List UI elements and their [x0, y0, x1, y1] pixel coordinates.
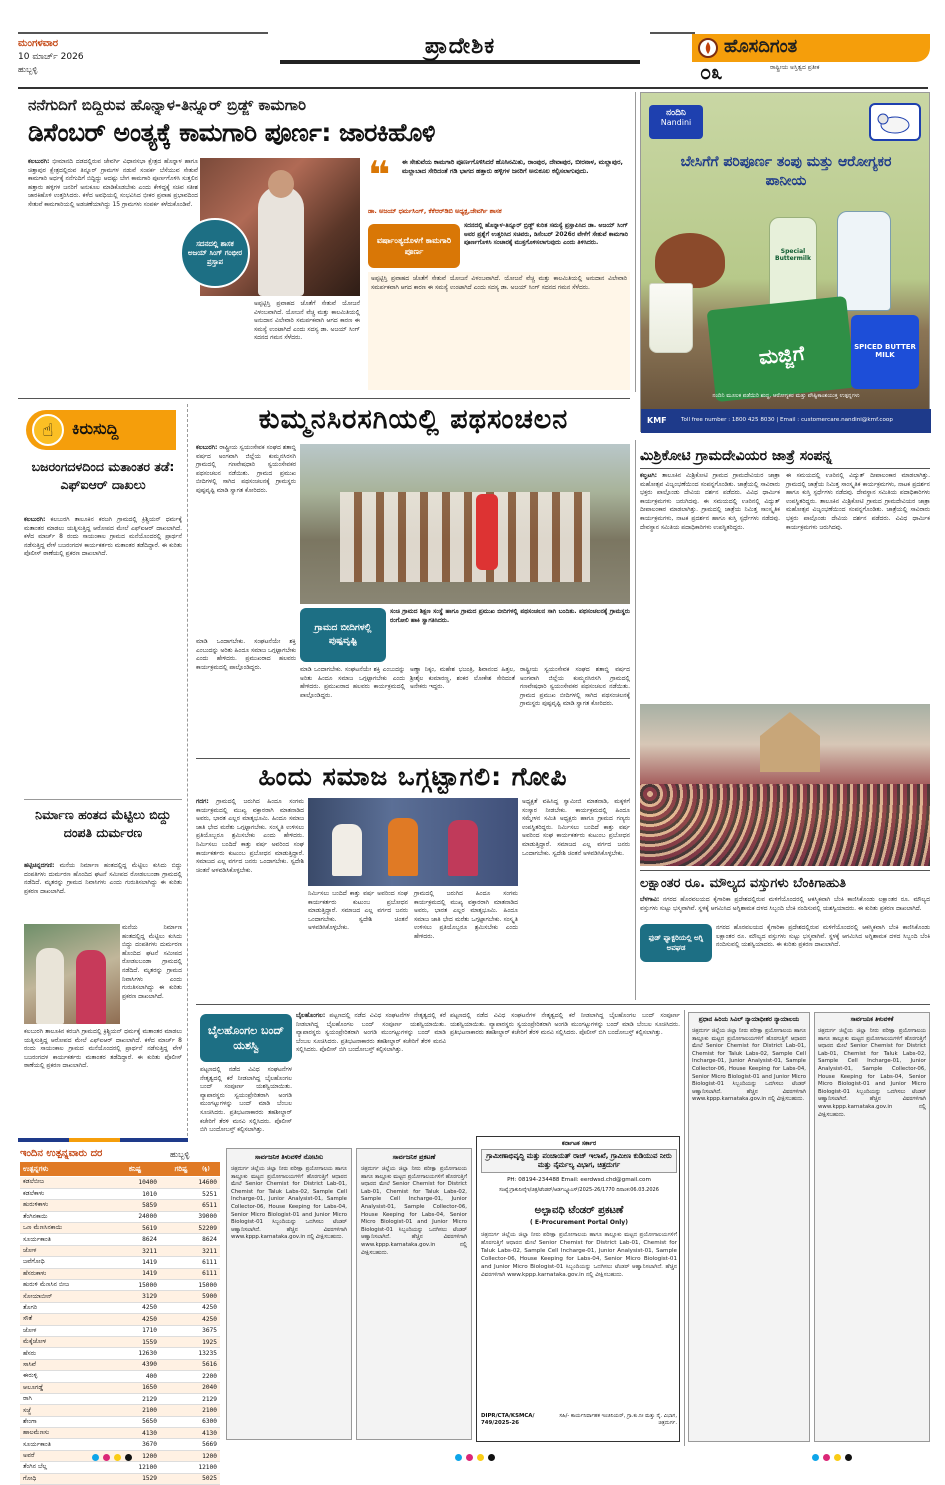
ad-kmf-label: KMF [647, 416, 667, 425]
ad-cow-logo [869, 103, 921, 141]
lead-quote-author: ಡಾ. ಅಜಯ್ ಧರ್ಮಸಿಂಗ್, ಕೆಕೆಆರ್‌ಡಿಬಿ ಅಧ್ಯಕ್ಷ,ಜೇವರ್ಗಿ ಶಾಸಕ [368, 207, 502, 215]
rates-cell-min: 5859 [110, 1200, 160, 1211]
notice-public-right-text: ಚಿತ್ರದುರ್ಗ ಜಿಲ್ಲೆಯ ಜಿಲ್ಲಾ ನೀರು ಪರೀಕ್ಷಾ ಪ್ರಯೋಗಾಲಯ ಹಾಗೂ ತಾಲ್ಲೂಕು ಮಟ್ಟದ ಪ್ರಯೋಗಾಲಯಗಳಿಗೆ ಹೊರಗುತ್ತಿಗೆ ಆಧಾರದ ಮೇಲೆ Senior Chemist for District Lab-01, Chemist for Taluk Labs-02, Sample Cell Incharge-01, Junior Analysist-01, Sample Collector-06, House Keeping for Labs-04, Senior Micro Biologist-01 and Junior Micro Biologist-01 ಸಿಬ್ಬಂದಿಯನ್ನು ಒದಗಿಸಲು ಟೆಂಡರ್ ಆಹ್ವಾನಿಸಲಾಗಿದೆ. ಹೆಚ್ಚಿನ ವಿವರಗಳಿಗಾಗಿ www.kppp.karnataka.gov.in ನಲ್ಲಿ ವೀಕ್ಷಿಸಬಹುದು. [818, 1028, 926, 1118]
reg-magenta [103, 1454, 110, 1461]
rates-cell-min: 1419 [110, 1257, 160, 1268]
brief2-title: ನಿರ್ಮಾಣ ಹಂತದ ಮೆಟ್ಟಿಲು ಬಿದ್ದು ದಂಪತಿ ದುರ್ಮರಣ [35, 807, 171, 840]
rates-cell-max: 4250 [160, 1314, 220, 1325]
story3-col2-more: ತಾಲೂಕಿನ ಮಿಶ್ರಿಕೋಟಿ ಗ್ರಾಮದ ಗ್ರಾಮದೇವಿಯರ ಜಾತ್ರಾ ಮಹೋತ್ಸವ ವಿಜೃಂಭಣೆಯಿಂದ ಸಂಪನ್ನಗೊಂಡಿತು. ಜಾತ್ರೆಯಲ್ಲಿ ಸಾವಿರಾರು ಭಕ್ತರು ಪಾಲ್ಗೊಂಡು ದೇವಿಯ ದರ್ಶನ ಪಡೆದರು. ವಿವಿಧ ಧಾರ್ಮಿಕ ಕಾರ್ಯಕ್ರಮಗಳು ಜರುಗಿದವು. [786, 497, 930, 531]
rates-cell-min: 12100 [110, 1462, 160, 1473]
rates-cell-min: 3670 [110, 1439, 160, 1450]
section-banner [280, 34, 640, 64]
tender-notice [476, 1136, 680, 1442]
lead-photo-badge-text: ಸದನದಲ್ಲಿ ಶಾಸಕ ಅಜಯ್ ಸಿಂಗ್ ಗಂಭೀರ ಪ್ರಸ್ತಾಪ [187, 239, 243, 266]
ad-brand-english: Nandini [660, 118, 692, 127]
story2-badge-body: ಸಂಚಿ ಗ್ರಾಮದ ಶಿಕ್ಷಣ ಸಂಸ್ಥೆ ಹಾಗೂ ಗ್ರಾಮದ ಪ್ರಮುಖ ಬೀದಿಗಳಲ್ಲಿ ಪಥಸಂಚಲನ ಸಾಗಿ ಬಂದಿತು. ಪಥಸಂಚಲನಕ್ಕೆ ಗ್ರಾಮಸ್ಥರು ರಂಗೋಲಿ ಹಾಕಿ ಸ್ವಾಗತಿಸಿದರು. [390, 608, 630, 624]
rates-cell-name: ಹಾಲಮೆಣಸು [20, 1428, 110, 1439]
logo-sub: ರಾಷ್ಟ್ರೀಯ ಅಸ್ತಿತ್ವದ ಪ್ರತೀಕ [770, 64, 820, 71]
ad-footer: ನಂದಿನಿ ಮೂಲಕ ಪಡೆಯಿರಿ ಶುದ್ಧ, ಆರೋಗ್ಯಕರ ಮತ್ತು ಪೌಷ್ಟಿಕಾಂಶಯುಕ್ತ ಉತ್ಪನ್ನಗಳು [712, 393, 860, 399]
reg-black-2 [488, 1454, 495, 1461]
story3-col2-text: ಈ ಸಮಯದಲ್ಲಿ ಊರಿನಲ್ಲಿ ವಿದ್ಯುತ್ ದೀಪಾಲಂಕಾರ ಮಾಡಲಾಗಿತ್ತು. ಗ್ರಾಮದಲ್ಲಿ ಜಾತ್ರೆಯ ನಿಮಿತ್ತ ಸಾಂಸ್ಕೃತಿಕ ಕಾರ್ಯಕ್ರಮಗಳು, ನಾಟಕ ಪ್ರದರ್ಶನ ಹಾಗೂ ಕುಸ್ತಿ ಸ್ಪರ್ಧೆಗಳು ನಡೆದವು. ದೇವಸ್ಥಾನ ಸಮಿತಿಯ ಪದಾಧಿಕಾರಿಗಳು ಉಪಸ್ಥಿತರಿದ್ದರು. [786, 472, 930, 505]
rates-cell-name: ಜವೆಗೋಧಿ [20, 1257, 110, 1268]
section-title: ಪ್ರಾದೇಶಿಕ [424, 34, 496, 59]
story4-top-rule [196, 758, 630, 759]
rates-cell-max: 12100 [160, 1462, 220, 1473]
ad-glass [649, 283, 693, 353]
rates-cell-name: ಮೆಕ್ಕೆಜೋಳ [20, 1336, 110, 1347]
brief1-text: ಕಲಬುರಗಿ ತಾಲೂಕಿನ ಕರಜಗಿ ಗ್ರಾಮದಲ್ಲಿ ಕ್ರಿಶ್ಚಿಯನ್ ಧರ್ಮಕ್ಕೆ ಮತಾಂತರ ಮಾಡಲು ಯತ್ನಿಸುತ್ತಿದ್ದ ಆರೋಪದ ಮೇಲೆ ಎಫ್‌ಐಆರ್ ದಾಖಲಾಗಿದೆ. ಕಳೆದ ಮಾರ್ಚ್ 8 ರಂದು ಸಾಯಂಕಾಲ ಗ್ರಾಮದ ಮನೆಯೊಂದರಲ್ಲಿ ಪ್ರಾರ್ಥನೆ ನಡೆಸುತ್ತಿದ್ದ ವೇಳೆ ಬಜರಂಗದಳ ಕಾರ್ಯಕರ್ತರು ಮತಾಂತರ ತಡೆದಿದ್ದಾರೆ. ಈ ಕುರಿತು ಪೊಲೀಸ್ ಠಾಣೆಯಲ್ಲಿ ಪ್ರಕರಣ ದಾಖಲಾಗಿದೆ. [24, 516, 182, 558]
rates-table-wrap [20, 1177, 220, 1485]
rates-cell-min: 1650 [110, 1382, 160, 1393]
story6-badge-text: ಬೈಲಹೊಂಗಲ ಬಂದ್ ಯಶಸ್ವಿ [207, 1024, 285, 1052]
date-label: 10 ಮಾರ್ಚ್ 2026 [18, 52, 84, 62]
rates-cell-min: 1419 [110, 1268, 160, 1279]
story4-col4-text: ಅಧ್ಯಕ್ಷತೆ ವಹಿಸಿದ್ದ ಸ್ವಾಮೀಜಿ ಮಾತನಾಡಿ, ಮಕ್ಕಳಿಗೆ ಸಂಸ್ಕಾರ ನೀಡಬೇಕು. ಕಾರ್ಯಕ್ರಮದಲ್ಲಿ ಹಿಂದೂ ಸಮ್ಮೇಳನ ಸಮಿತಿ ಅಧ್ಯಕ್ಷರು ಹಾಗೂ ಗ್ರಾಮದ ಗಣ್ಯರು ಉಪಸ್ಥಿತರಿದ್ದರು. [522, 798, 630, 831]
notice-2-text: ಚಿತ್ರದುರ್ಗ ಜಿಲ್ಲೆಯ ಜಿಲ್ಲಾ ನೀರು ಪರೀಕ್ಷಾ ಪ್ರಯೋಗಾಲಯ ಹಾಗೂ ತಾಲ್ಲೂಕು ಮಟ್ಟದ ಪ್ರಯೋಗಾಲಯಗಳಿಗೆ ಹೊರಗುತ್ತಿಗೆ ಆಧಾರದ ಮೇಲೆ Senior Chemist for District Lab-01, Chemist for Taluk Labs-02, Sample Cell Incharge-01, Junior Analysist-01, Sample Collector-06, House Keeping for Labs-04, Senior Micro Biologist-01 and Junior Micro Biologist-01 ಸಿಬ್ಬಂದಿಯನ್ನು ಒದಗಿಸಲು ಟೆಂಡರ್ ಆಹ್ವಾನಿಸಲಾಗಿದೆ. ಹೆಚ್ಚಿನ ವಿವರಗಳಿಗಾಗಿ www.kppp.karnataka.gov.in ನಲ್ಲಿ ವೀಕ್ಷಿಸಬಹುದು. [361, 1166, 467, 1256]
rates-row [20, 1348, 220, 1359]
rates-cell-max: 4130 [160, 1428, 220, 1439]
rates-cell-min: 5619 [110, 1223, 160, 1234]
rates-cell-max: 5900 [160, 1291, 220, 1302]
story4-photo-p3 [448, 820, 478, 876]
briefs-column [18, 404, 188, 1136]
lead-quote-icon: ❝ [368, 153, 391, 197]
story6-col2: ಪಟ್ಟಣದಲ್ಲಿ ನಡೆದ ವಿವಿಧ ಸಂಘಟನೆಗಳ ನೇತೃತ್ವದಲ್ಲಿ ಕರೆ ನೀಡಲಾಗಿದ್ದ ಬೈಲಹೊಂಗಲ ಬಂದ್ ಸಂಪೂರ್ಣ ಯಶಸ್ವಿಯಾಯಿತು. ವ್ಯಾಪಾರಸ್ಥರು ಸ್ವಯಂಪ್ರೇರಿತರಾಗಿ ಅಂಗಡಿ ಮುಂಗಟ್ಟುಗಳನ್ನು ಬಂದ್ ಮಾಡಿ ಬೆಂಬಲ ಸೂಚಿಸಿದರು. ಪ್ರತಿಭಟನಾಕಾರರು ತಹಶೀಲ್ದಾರ್ ಕಚೇರಿಗೆ ತೆರಳಿ ಮನವಿ ಸಲ್ಲಿಸಿದರು. ಪೊಲೀಸ್ ಬಿಗಿ ಬಂದೋಬಸ್ತ್ ಕಲ್ಪಿಸಲಾಗಿತ್ತು. [450, 1012, 680, 1037]
brief1-title: ಬಜರಂಗದಳದಿಂದ ಮತಾಂತರ ತಡೆ: ಎಫ್‌ಐಆರ್ ದಾಖಲು [31, 459, 175, 492]
rates-row [20, 1245, 220, 1256]
rates-row [20, 1314, 220, 1325]
lead-sub-text: ಸದನದಲ್ಲಿ ಹೊನ್ನಾಳ-ತಿನ್ನೂರ್ ಬ್ರಿಡ್ಜ್ ಕುರಿತ ಸಮಸ್ಯೆ ಪ್ರಸ್ತಾಪಿಸಿದ ಡಾ. ಅಜಯ್ ಸಿಂಗ್ ಅವರ ಪ್ರಶ್ನೆಗೆ ಉತ್ತರಿಸಿದ ಸಚಿವರು, ಡಿಸೆಂಬರ್ 2026ರ ವೇಳೆಗೆ ಸೇತುವೆ ಕಾಮಗಾರಿ ಪೂರ್ಣಗೊಳಿಸಿ ಸಂಚಾರಕ್ಕೆ ಮುಕ್ತಗೊಳಿಸಲಾಗುವುದು ಎಂದು ತಿಳಿಸಿದರು. [464, 222, 628, 247]
location-label: ಹುಬ್ಬಳ್ಳಿ [18, 65, 38, 74]
rates-cell-min: 4390 [110, 1359, 160, 1370]
lead-col3: ಅಪ್ಪಟ್ಟಿಸ್ತಿ ಪ್ರವಾಹದ ಜೊತೆಗೆ ಸೇತುವೆ ಯೋಜನೆ ವಿಳಂಬವಾಗಿದೆ. ಯೋಜನೆ ವೆಚ್ಚ ಮತ್ತು ಕಾಲಮಿತಿಯಲ್ಲಿ ಅನುದಾನ ವಿಲೇವಾರಿ ಸಮರ್ಪಕವಾಗಿ ಆಗದ ಕಾರಣ ಈ ಸಮಸ್ಯೆ ಉಂಟಾಗಿದೆ ಎಂದು ಸದಸ್ಯ ಡಾ. ಅಜಯ್ ಸಿಂಗ್ ಸದನದ ಗಮನ ಸೆಳೆದರು. [368, 272, 630, 390]
story4-col2: ನಿರ್ಮಿಸಲು ಬಂದಿದೆ ಕಾತ್ತು ವರ್ಷ ಅವರಿಂದ ಸಂಘ ಕಾರ್ಯಕರ್ತರು ಕುಟುಂಬ ಪ್ರಬೋಧನ ಮಾಡುತ್ತಿದ್ದಾರೆ. ಸಮಾಜದ ಎಲ್ಲ ವರ್ಗದ ಜನರು ಒಂದಾಗಬೇಕು. ಸ್ವದೇಶಿ ಚಿಂತನೆ ಅಳವಡಿಸಿಕೊಳ್ಳಬೇಕು. [308, 890, 408, 932]
rates-cell-min: 1710 [110, 1325, 160, 1336]
rates-cell-name: ಕಡಲೆಬೀಜ [20, 1177, 110, 1188]
story4-col4-more: ನಿರ್ಮಿಸಲು ಬಂದಿದೆ ಕಾತ್ತು ವರ್ಷ ಅವರಿಂದ ಸಂಘ ಕಾರ್ಯಕರ್ತರು ಕುಟುಂಬ ಪ್ರಬೋಧನ ಮಾಡುತ್ತಿದ್ದಾರೆ. ಸಮಾಜದ ಎಲ್ಲ ವರ್ಗದ ಜನರು ಒಂದಾಗಬೇಕು. ಸ್ವದೇಶಿ ಚಿಂತನೆ ಅಳವಡಿಸಿಕೊಳ್ಳಬೇಕು. [522, 823, 630, 857]
ad-toll-bar [641, 409, 931, 433]
ad-bottle-2 [837, 211, 891, 311]
rates-cell-name: ರಾಗಿ [20, 1393, 110, 1404]
rates-row [20, 1416, 220, 1427]
ad-product1-label: Special Buttermilk [775, 248, 811, 262]
rates-cell-name: ಗೋಧಿ [20, 1473, 110, 1484]
rates-row [20, 1359, 220, 1370]
brief2-photo-woman [76, 950, 106, 1024]
rates-cell-min: 3129 [110, 1291, 160, 1302]
rates-cell-name: ಆಲೂಗಡ್ಡೆ [20, 1382, 110, 1393]
tender-phone: PH: 08194-234488 Email: eerdwsd.chd@gmail.com [507, 1177, 651, 1183]
rates-cell-min: 3211 [110, 1245, 160, 1256]
rates-cell-max: 6300 [160, 1416, 220, 1427]
page-number: ೦೩ [700, 60, 723, 84]
rates-col-product: ಉತ್ಪನ್ನಗಳು [23, 1164, 49, 1173]
rates-cell-name: ಜೋಳ [20, 1245, 110, 1256]
tender-ref: ಸಂಖ್ಯೆ:ಗ್ರಾಕುನೀನೈಇ/ಚಿತ್ರ/ಟೆಂಡರ್/ಆರ್ಡಬ್ಲ್ಯೂಎಸ್/2025-26/1770 ದಿನಾಂಕ:06.03.2026 [499, 1187, 659, 1193]
reg-yellow-2 [477, 1454, 484, 1461]
rates-cell-name: ಹುರುಳಿ ಮೆಣಸಿನ ಬೀಜ [20, 1280, 110, 1291]
rates-cell-max: 3675 [160, 1325, 220, 1336]
rates-cell-min: 4130 [110, 1428, 160, 1439]
masthead-bottom-rule [18, 87, 928, 89]
story4-photo-p2 [388, 818, 418, 876]
story3-dateline: ಕಲ್ಘಟಗಿ: [640, 472, 658, 479]
rates-cell-name: ಸೋಯಾಬೀನ್ [20, 1291, 110, 1302]
rates-header [20, 1162, 220, 1176]
rates-cell-max: 4250 [160, 1302, 220, 1313]
briefs-label: ಕಿರುಸುದ್ದಿ [72, 419, 119, 438]
rates-cell-name: ಹುರುಳಿಕಾಳು [20, 1200, 110, 1211]
rates-cell-name: ಶೇಂಗಾ [20, 1416, 110, 1427]
story4-col3: ಗ್ರಾಮದಲ್ಲಿ ಜರುಗಿದ ಹಿಂದೂ ಸಂಗಮ ಕಾರ್ಯಕ್ರಮದಲ್ಲಿ ಮುಖ್ಯ ವಕ್ತಾರರಾಗಿ ಮಾತನಾಡಿದ ಅವರು, ಭಾರತ ಎಲ್ಲರ ಮಾತೃಭೂಮಿ. ಹಿಂದೂ ಸಮಾಜ ಜಾತಿ ಭೇದ ಮರೆತು ಒಗ್ಗಟ್ಟಾಗಬೇಕು. ಸಂಸ್ಕೃತಿ ಉಳಿಸಲು ಪ್ರತಿಯೊಬ್ಬರೂ ಶ್ರಮಿಸಬೇಕು ಎಂದು ಹೇಳಿದರು. [414, 890, 518, 940]
reg-yellow [114, 1454, 121, 1461]
story6-badge [200, 1014, 292, 1062]
logo-box [692, 34, 930, 62]
rates-cell-max: 2200 [160, 1371, 220, 1382]
story2-dateline: ಕಲಬುರಗಿ: [196, 444, 218, 451]
reg-magenta-2 [466, 1454, 473, 1461]
rates-cell-name: ಕಡಲೆಕಾಳು [20, 1188, 110, 1199]
rates-cell-min: 2100 [110, 1405, 160, 1416]
story2-photo [300, 444, 630, 604]
logo-icon [698, 38, 718, 58]
rates-cell-max: 6511 [160, 1200, 220, 1211]
lead-photo-person [258, 186, 304, 296]
col-divider [635, 92, 636, 392]
brief2-photo-man [36, 948, 64, 1024]
rates-cell-max: 2129 [160, 1393, 220, 1404]
rates-cell-min: 8624 [110, 1234, 160, 1245]
notice-court [688, 1012, 810, 1442]
tender-dept: ಗ್ರಾಮೀಣಾಭಿವೃದ್ಧಿ ಮತ್ತು ಪಂಚಾಯತ್ ರಾಜ್ ಇಲಾಖೆ, ಗ್ರಾಮೀಣ ಕುಡಿಯುವ ನೀರು ಮತ್ತು ನೈರ್ಮಲ್ಯ ವಿಭಾಗ, ಚಿತ್ರದುರ್ಗ [481, 1149, 677, 1173]
rates-cell-name: ಸೌತೆ [20, 1314, 110, 1325]
rates-cell-name: ತೆಂಗಿನಕಾಯಿ [20, 1211, 110, 1222]
rates-row [20, 1325, 220, 1336]
rates-col-max: ಗರಿಷ್ಟ [174, 1164, 188, 1173]
story4-col1-more: ನಿರ್ಮಿಸಲು ಬಂದಿದೆ ಕಾತ್ತು ವರ್ಷ ಅವರಿಂದ ಸಂಘ ಕಾರ್ಯಕರ್ತರು ಕುಟುಂಬ ಪ್ರಬೋಧನ ಮಾಡುತ್ತಿದ್ದಾರೆ. ಸಮಾಜದ ಎಲ್ಲ ವರ್ಗದ ಜನರು ಒಂದಾಗಬೇಕು. ಸ್ವದೇಶಿ ಚಿಂತನೆ ಅಳವಡಿಸಿಕೊಳ್ಳಬೇಕು. [196, 840, 304, 874]
rates-cell-max: 2100 [160, 1405, 220, 1416]
tender-code: DIPR/CTA/KSMCA/ 749/2025-26 [481, 1413, 535, 1426]
rates-row [20, 1371, 220, 1382]
rates-row [20, 1393, 220, 1404]
story5-badge-text: ಫುಡ್ ಫ್ಯಾಕ್ಟರಿಯಲ್ಲಿ ಅಗ್ನಿ ಅವಘಡ [648, 934, 704, 952]
rates-cell-max: 5616 [160, 1359, 220, 1370]
story2-col2: ಮಾಡಿ ಒಂದಾಗಬೇಕು. ಸಂಘಟನೆಯೇ ಶಕ್ತಿ ಎಂಬುದನ್ನು ಅರಿತು ಹಿಂದೂ ಸಮಾಜ ಒಗ್ಗಟ್ಟಾಗಬೇಕು ಎಂದು ಹೇಳಿದರು. ಪ್ರಮುಖರಾದ ಹಲವರು ಕಾರ್ಯಕ್ರಮದಲ್ಲಿ ಪಾಲ್ಗೊಂಡಿದ್ದರು. [300, 666, 405, 699]
notice-court-title: ಪ್ರಧಾನ ಹಿರಿಯ ಸಿವಿಲ್ ನ್ಯಾಯಾಧೀಶರ ನ್ಯಾಯಾಲಯ [698, 1016, 800, 1023]
tender-portal: ( E-Procurement Portal Only) [530, 1219, 628, 1226]
story3-col1 [640, 472, 780, 700]
rates-cell-name: ಹೆಸರುಕಾಳು [20, 1268, 110, 1279]
story5-body [640, 896, 930, 920]
row1-rule [18, 398, 630, 399]
story6-col1 [296, 1012, 446, 1130]
story2-badge [300, 608, 386, 662]
rates-cell-max: 1925 [160, 1336, 220, 1347]
rates-unit: (ಕ್ವಿ) [202, 1166, 210, 1172]
rates-box [20, 1148, 220, 1483]
registration-marks-left [92, 1446, 136, 1465]
story4-photo-p1 [332, 824, 362, 876]
rates-cell-min: 1559 [110, 1336, 160, 1347]
story3-photo [640, 704, 930, 866]
rates-cell-name: ತೆಂಗಿನ ಬೆಲ್ಲ [20, 1462, 110, 1473]
lead-quote: ಈ ಸೇತುವೆಯ ಕಾಮಗಾರಿ ಪೂರ್ಣಗೊಳಿಸಿದರೆ ಹೊಸಿನಮಿತು, ರಾಂಪುರ, ದೇವಾಪುರ, ಬೀರನಾಳ, ಮಲ್ಲಾಪುರ, ಮಲ್ಲಾಬಾದ ಸೇರಿದಂತೆ ಗಡಿ ಭಾಗದ ಹತ್ತಾರು ಹಳ್ಳಿಗಳ ಜನರಿಗೆ ಅನುಕೂಲ ಕಲ್ಪಿಸಲಾಗುವುದು. [402, 158, 623, 175]
rates-row [20, 1302, 220, 1313]
story2-badge-text: ಗ್ರಾಮದ ಬೀದಿಗಳಲ್ಲಿ ಪುಷ್ಪವೃಷ್ಟಿ [314, 623, 372, 646]
lead-headline: ಡಿಸೆಂಬರ್ ಅಂತ್ಯಕ್ಕೆ ಕಾಮಗಾರಿ ಪೂರ್ಣ: ಜಾರಕಿಹೊಳಿ [28, 118, 435, 147]
rates-cell-min: 1200 [110, 1450, 160, 1461]
story6-dateline: ಬೈಲಹೊಂಗಲ: [296, 1012, 326, 1019]
brief1-body [24, 516, 182, 816]
story5-text: ನಗರದ ಹೊರವಲಯದ ಕೈಗಾರಿಕಾ ಪ್ರದೇಶದಲ್ಲಿರುವ ಮಳಿಗೆಯೊಂದರಲ್ಲಿ ಆಕಸ್ಮಿಕವಾಗಿ ಬೆಂಕಿ ಕಾಣಿಸಿಕೊಂಡು ಲಕ್ಷಾಂತರ ರೂ. ಮೌಲ್ಯದ ವಸ್ತುಗಳು ಸುಟ್ಟು ಭಸ್ಮವಾಗಿವೆ. ಸ್ಥಳಕ್ಕೆ ಆಗಮಿಸಿದ ಅಗ್ನಿಶಾಮಕ ದಳದ ಸಿಬ್ಬಂದಿ ಬೆಂಕಿ ನಂದಿಸುವಲ್ಲಿ ಯಶಸ್ವಿಯಾದರು. ಈ ಕುರಿತು ಪ್ರಕರಣ ದಾಖಲಾಗಿದೆ. [640, 896, 930, 912]
notice-1 [226, 1148, 352, 1440]
rates-row [20, 1177, 220, 1188]
rates-row [20, 1257, 220, 1268]
rates-cell-min: 2129 [110, 1393, 160, 1404]
ad-pot [655, 233, 725, 288]
row-rule-bottom [196, 1004, 930, 1005]
rates-cell-name: ಸೂರ್ಯಕಾಂತಿ [20, 1234, 110, 1245]
rates-cell-max: 5669 [160, 1439, 220, 1450]
briefs-label-box [26, 410, 176, 450]
rates-cell-min: 1529 [110, 1473, 160, 1484]
rates-col-min: ಕನಿಷ್ಟ [128, 1164, 142, 1173]
notice-2 [356, 1148, 472, 1440]
story3-rule [640, 468, 930, 469]
rates-row [20, 1382, 220, 1393]
brief2-more: ಮನೆಯ ನಿರ್ಮಾಣ ಹಂತದಲ್ಲಿದ್ದ ಮೆಟ್ಟಿಲು ಕುಸಿದು ಬಿದ್ದು ದಂಪತಿಗಳು ದುರ್ಮರಣ ಹೊಂದಿದ ಘಟನೆ ಸಮೀಪದ ರೋಡಲಬಂಡಾ ಗ್ರಾಮದಲ್ಲಿ ನಡೆದಿದೆ. ಮೃತರನ್ನು ಗ್ರಾಮದ ನಿವಾಸಿಗಳು ಎಂದು ಗುರುತಿಸಲಾಗಿದ್ದು ಈ ಕುರಿತು ಪ್ರಕರಣ ದಾಖಲಾಗಿದೆ. [122, 924, 182, 1000]
lead-dateline: ಕಲಬುರಗಿ: [28, 158, 50, 165]
lead-col1-text: ಭೀಮಾನದಿ ದಡದಲ್ಲಿರುವ ಜೇವರ್ಗಿ ವಿಧಾನಸಭಾ ಕ್ಷೇತ್ರದ ಹೊನ್ನಾಳ ಹಾಗೂ ಚಿತ್ತಾಪುರ ಕ್ಷೇತ್ರದಲ್ಲಿರುವ ತಿನ್ನೂರ್ ಗ್ರಾಮಗಳ ನಡುವೆ ಸಂಪರ್ಕ ಬೆಸೆಯುವ ಸೇತುವೆ ಕಾಮಗಾರಿ ಅರ್ಧಕ್ಕೆ ನನೆಗುದಿಗೆ ಬಿದ್ದಿದ್ದು ಆದಷ್ಟು ಬೇಗ ಕಾಮಗಾರಿ ಪೂರ್ಣಗೊಳಿಸಿ ಸುತ್ತಲಿನ ಹತ್ತಾರು ಹಳ್ಳಿಗಳ ಜನರಿಗೆ ಅನುಕೂಲ ಮಾಡಿಕೊಡಬೇಕು ಎಂದು ಕೇಳಿದ್ದಕ್ಕೆ ಸಚಿವ ಸತೀಶ ಜಾರಕಿಹೊಳಿ ಉತ್ತರಿಸಿದರು. ಕಳೆದ ಅವಧಿಯಲ್ಲಿ ಸಂಭವಿಸಿದ ಭೀಕರ ಪ್ರವಾಹ ಪ್ರಭಾವದಿಂದ ಸೇತುವೆ ಕಾಮಗಾರಿಯಲ್ಲಿ ಅಡಚಣೆಯಾಗಿದ್ದು 15 ಗ್ರಾಮಗಳು ಸಂಪರ್ಕ ಕಳೆದುಕೊಂಡಿವೆ. [28, 158, 198, 208]
story4-col1-text: ಗ್ರಾಮದಲ್ಲಿ ಜರುಗಿದ ಹಿಂದೂ ಸಂಗಮ ಕಾರ್ಯಕ್ರಮದಲ್ಲಿ ಮುಖ್ಯ ವಕ್ತಾರರಾಗಿ ಮಾತನಾಡಿದ ಅವರು, ಭಾರತ ಎಲ್ಲರ ಮಾತೃಭೂಮಿ. ಹಿಂದೂ ಸಮಾಜ ಜಾತಿ ಭೇದ ಮರೆತು ಒಗ್ಗಟ್ಟಾಗಬೇಕು. ಸಂಸ್ಕೃತಿ ಉಳಿಸಲು ಪ್ರತಿಯೊಬ್ಬರೂ ಶ್ರಮಿಸಬೇಕು ಎಂದು ಹೇಳಿದರು. [196, 798, 304, 840]
story4-col1 [196, 798, 304, 1000]
rates-row [20, 1211, 220, 1222]
story2-col3: ಅಣ್ಣಾ ನಿಕ್ಕಂ, ಮಹೇಶ ಭಜಂತ್ರಿ, ಶಿವಾನಂದ ಹಿತ್ತಲ, ಶ್ರೀಶೈಲ ಕುಮಾರಣ್ಣ, ಶಂಕರ ಲೋಕೇಶ ಸೇರಿದಂತೆ ಅನೇಕರು ಇದ್ದರು. [410, 666, 515, 691]
story2-march-row [340, 492, 590, 582]
reg-cyan-3 [812, 1454, 819, 1461]
notice-court-text: ಚಿತ್ರದುರ್ಗ ಜಿಲ್ಲೆಯ ಜಿಲ್ಲಾ ನೀರು ಪರೀಕ್ಷಾ ಪ್ರಯೋಗಾಲಯ ಹಾಗೂ ತಾಲ್ಲೂಕು ಮಟ್ಟದ ಪ್ರಯೋಗಾಲಯಗಳಿಗೆ ಹೊರಗುತ್ತಿಗೆ ಆಧಾರದ ಮೇಲೆ Senior Chemist for District Lab-01, Chemist for Taluk Labs-02, Sample Cell Incharge-01, Junior Analysist-01, Sample Collector-06, House Keeping for Labs-04, Senior Micro Biologist-01 and Junior Micro Biologist-01 ಸಿಬ್ಬಂದಿಯನ್ನು ಒದಗಿಸಲು ಟೆಂಡರ್ ಆಹ್ವಾನಿಸಲಾಗಿದೆ. ಹೆಚ್ಚಿನ ವಿವರಗಳಿಗಾಗಿ www.kppp.karnataka.gov.in ನಲ್ಲಿ ವೀಕ್ಷಿಸಬಹುದು. [692, 1028, 806, 1103]
rates-location: ಹುಬ್ಬಳ್ಳಿ [170, 1150, 190, 1159]
rates-cell-name: ಒಣ ಮೆಣಸಿನಕಾಯಿ [20, 1223, 110, 1234]
rates-row [20, 1268, 220, 1279]
ad-brand-kannada: ನಂದಿನಿ [666, 108, 686, 118]
hand-icon: ☝ [32, 414, 64, 446]
brief2-text: ಮನೆಯ ನಿರ್ಮಾಣ ಹಂತದಲ್ಲಿದ್ದ ಮೆಟ್ಟಿಲು ಕುಸಿದು ಬಿದ್ದು ದಂಪತಿಗಳು ದುರ್ಮರಣ ಹೊಂದಿದ ಘಟನೆ ಸಮೀಪದ ರೋಡಲಬಂಡಾ ಗ್ರಾಮದಲ್ಲಿ ನಡೆದಿದೆ. ಮೃತರನ್ನು ಗ್ರಾಮದ ನಿವಾಸಿಗಳು ಎಂದು ಗುರುತಿಸಲಾಗಿದ್ದು ಈ ಕುರಿತು ಪ್ರಕರಣ ದಾಖಲಾಗಿದೆ. [24, 862, 182, 895]
tender-title: ಅಲ್ಪಾವಧಿ ಟೆಂಡರ್ ಪ್ರಕಟಣೆ [534, 1205, 624, 1216]
reg-magenta-3 [823, 1454, 830, 1461]
reg-cyan-2 [455, 1454, 462, 1461]
rates-cell-name: ಈರುಳ್ಳಿ [20, 1371, 110, 1382]
rates-cell-max: 39000 [160, 1211, 220, 1222]
ad-product3-label: SPICED BUTTER MILK [854, 343, 916, 359]
rates-cell-max: 1200 [160, 1450, 220, 1461]
story3-headline: ಮಿಶ್ರಿಕೋಟಿ ಗ್ರಾಮದೇವಿಯರ ಜಾತ್ರೆ ಸಂಪನ್ನ [640, 448, 832, 464]
reg-black [125, 1454, 132, 1461]
rates-row [20, 1336, 220, 1347]
rates-row [20, 1234, 220, 1245]
ad-butter-milk [851, 315, 919, 389]
reg-cyan [92, 1454, 99, 1461]
registration-marks-center [455, 1446, 499, 1465]
story4-dateline: ಗದಗ: [196, 798, 209, 805]
tender-org: ಕರ್ನಾಟಕ ಸರ್ಕಾರ [561, 1140, 597, 1147]
ad-pack [707, 296, 856, 402]
lead-sub-badge [368, 224, 460, 268]
registration-marks-right [812, 1446, 856, 1465]
rates-cell-max: 6111 [160, 1257, 220, 1268]
rates-cell-name: ಅವರೆ [20, 1450, 110, 1461]
rates-row [20, 1405, 220, 1416]
col-divider-3 [684, 1010, 685, 1446]
story2-col4: ರಾಷ್ಟ್ರೀಯ ಸ್ವಯಂಸೇವಕ ಸಂಘದ ಶತಾಬ್ದಿ ವರ್ಷದ ಅಂಗವಾಗಿ ಜಿಲ್ಲೆಯ ಕುಮ್ಮನಸಿರಸಗಿ ಗ್ರಾಮದಲ್ಲಿ ಗಣವೇಷಧಾರಿ ಸ್ವಯಂಸೇವಕರ ಪಥಸಂಚಲನ ನಡೆಯಿತು. ಗ್ರಾಮದ ಪ್ರಮುಖ ಬೀದಿಗಳಲ್ಲಿ ಸಾಗಿದ ಪಥಸಂಚಲನಕ್ಕೆ ಗ್ರಾಮಸ್ಥರು ಪುಷ್ಪವೃಷ್ಟಿ ಮಾಡಿ ಸ್ವಾಗತ ಕೋರಿದರು. [520, 666, 630, 708]
notice-2-title: ಸಾರ್ವಜನಿಕ ಪ್ರಕಟಣೆ [392, 1153, 436, 1161]
rates-cell-min: 5650 [110, 1416, 160, 1427]
rates-cell-max: 2040 [160, 1382, 220, 1393]
rates-cell-name: ತೊಗರಿ [20, 1302, 110, 1313]
rates-row [20, 1200, 220, 1211]
story4-headline: ಹಿಂದು ಸಮಾಜ ಒಗ್ಗಟ್ಟಾಗಲಿ: ಗೋಪಿ [258, 762, 568, 791]
brief1-dateline: ಕಲಬುರಗಿ: [24, 516, 46, 523]
rates-cell-name: ಜೋಳ [20, 1325, 110, 1336]
masthead-divider-right [650, 32, 695, 34]
story3-col1-text: ತಾಲೂಕಿನ ಮಿಶ್ರಿಕೋಟಿ ಗ್ರಾಮದ ಗ್ರಾಮದೇವಿಯರ ಜಾತ್ರಾ ಮಹೋತ್ಸವ ವಿಜೃಂಭಣೆಯಿಂದ ಸಂಪನ್ನಗೊಂಡಿತು. ಜಾತ್ರೆಯಲ್ಲಿ ಸಾವಿರಾರು ಭಕ್ತರು ಪಾಲ್ಗೊಂಡು ದೇವಿಯ ದರ್ಶನ ಪಡೆದರು. ವಿವಿಧ ಧಾರ್ಮಿಕ ಕಾರ್ಯಕ್ರಮಗಳು ಜರುಗಿದವು. [640, 472, 780, 505]
lead-photo-head [268, 170, 294, 198]
story2-col1 [196, 444, 296, 636]
rates-cell-min: 15000 [110, 1280, 160, 1291]
brief-divider [24, 799, 182, 800]
story5-headline: ಲಕ್ಷಾಂತರ ರೂ. ಮೌಲ್ಯದ ವಸ್ತುಗಳು ಬೆಂಕಿಗಾಹುತಿ [640, 876, 847, 891]
brief2-tail: ಕಲಬುರಗಿ ತಾಲೂಕಿನ ಕರಜಗಿ ಗ್ರಾಮದಲ್ಲಿ ಕ್ರಿಶ್ಚಿಯನ್ ಧರ್ಮಕ್ಕೆ ಮತಾಂತರ ಮಾಡಲು ಯತ್ನಿಸುತ್ತಿದ್ದ ಆರೋಪದ ಮೇಲೆ ಎಫ್‌ಐಆರ್ ದಾಖಲಾಗಿದೆ. ಕಳೆದ ಮಾರ್ಚ್ 8 ರಂದು ಸಾಯಂಕಾಲ ಗ್ರಾಮದ ಮನೆಯೊಂದರಲ್ಲಿ ಪ್ರಾರ್ಥನೆ ನಡೆಸುತ್ತಿದ್ದ ವೇಳೆ ಬಜರಂಗದಳ ಕಾರ್ಯಕರ್ತರು ಮತಾಂತರ ತಡೆದಿದ್ದಾರೆ. ಈ ಕುರಿತು ಪೊಲೀಸ್ ಠಾಣೆಯಲ್ಲಿ ಪ್ರಕರಣ ದಾಖಲಾಗಿದೆ. [24, 1028, 182, 1070]
rates-cell-max: 52209 [160, 1223, 220, 1234]
col-divider-2 [635, 440, 636, 1000]
rates-cell-min: 10400 [110, 1177, 160, 1188]
rates-row [20, 1428, 220, 1439]
story2-col1b: ಮಾಡಿ ಒಂದಾಗಬೇಕು. ಸಂಘಟನೆಯೇ ಶಕ್ತಿ ಎಂಬುದನ್ನು ಅರಿತು ಹಿಂದೂ ಸಮಾಜ ಒಗ್ಗಟ್ಟಾಗಬೇಕು ಎಂದು ಹೇಳಿದರು. ಪ್ರಮುಖರಾದ ಹಲವರು ಕಾರ್ಯಕ್ರಮದಲ್ಲಿ ಪಾಲ್ಗೊಂಡಿದ್ದರು. [196, 638, 296, 671]
rates-cell-max: 13235 [160, 1348, 220, 1359]
lead-col1 [28, 158, 198, 388]
rates-cell-max: 5025 [160, 1473, 220, 1484]
rates-title: ಇಂದಿನ ಉತ್ಪನ್ನವಾರು ದರ [20, 1148, 103, 1159]
rates-row [20, 1188, 220, 1199]
brief2-dateline: ಹಟ್ಟಿಚಿನ್ನದಗಣಿ: [24, 862, 55, 869]
ad-bottle-1 [769, 217, 817, 307]
rates-row [20, 1280, 220, 1291]
rates-table [20, 1177, 220, 1485]
rates-cell-min: 4250 [110, 1302, 160, 1313]
tender-text: ಚಿತ್ರದುರ್ಗ ಜಿಲ್ಲೆಯ ಜಿಲ್ಲಾ ನೀರು ಪರೀಕ್ಷಾ ಪ್ರಯೋಗಾಲಯ ಹಾಗೂ ತಾಲ್ಲೂಕು ಮಟ್ಟದ ಪ್ರಯೋಗಾಲಯಗಳಿಗೆ ಹೊರಗುತ್ತಿಗೆ ಆಧಾರದ ಮೇಲೆ Senior Chemist for District Lab-01, Chemist for Taluk Labs-02, Sample Cell Incharge-01, Junior Analysist-01, Sample Collector-06, House Keeping for Labs-04, Senior Micro Biologist-01 and Junior Micro Biologist-01 ಸಿಬ್ಬಂದಿಯನ್ನು ಒದಗಿಸಲು ಟೆಂಡರ್ ಆಹ್ವಾನಿಸಲಾಗಿದೆ. ಹೆಚ್ಚಿನ ವಿವರಗಳಿಗಾಗಿ www.kppp.karnataka.gov.in ನಲ್ಲಿ ವೀಕ್ಷಿಸಬಹುದು. [481, 1232, 677, 1278]
story5-dateline: ಬೆಳಗಾವಿ: [640, 896, 660, 903]
notice-1-title: ಸಾರ್ವಜನಿಕ ತಿಳುವಳಿಕೆ ನೋಟಿಸು [254, 1153, 324, 1161]
color-strip-left [18, 1138, 188, 1142]
rates-cell-min: 400 [110, 1371, 160, 1382]
story5-badge [640, 924, 712, 962]
story5-rule [640, 870, 930, 871]
masthead-divider [18, 32, 268, 34]
rates-cell-max: 5251 [160, 1188, 220, 1199]
rates-cell-max: 3211 [160, 1245, 220, 1256]
rates-cell-max: 14600 [160, 1177, 220, 1188]
story6-col0: ಪಟ್ಟಣದಲ್ಲಿ ನಡೆದ ವಿವಿಧ ಸಂಘಟನೆಗಳ ನೇತೃತ್ವದಲ್ಲಿ ಕರೆ ನೀಡಲಾಗಿದ್ದ ಬೈಲಹೊಂಗಲ ಬಂದ್ ಸಂಪೂರ್ಣ ಯಶಸ್ವಿಯಾಯಿತು. ವ್ಯಾಪಾರಸ್ಥರು ಸ್ವಯಂಪ್ರೇರಿತರಾಗಿ ಅಂಗಡಿ ಮುಂಗಟ್ಟುಗಳನ್ನು ಬಂದ್ ಮಾಡಿ ಬೆಂಬಲ ಸೂಚಿಸಿದರು. ಪ್ರತಿಭಟನಾಕಾರರು ತಹಶೀಲ್ದಾರ್ ಕಚೇರಿಗೆ ತೆರಳಿ ಮನವಿ ಸಲ್ಲಿಸಿದರು. ಪೊಲೀಸ್ ಬಿಗಿ ಬಂದೋಬಸ್ತ್ ಕಲ್ಪಿಸಲಾಗಿತ್ತು. [200, 1066, 292, 1134]
story3-crowd [640, 784, 930, 866]
rates-row [20, 1473, 220, 1484]
rates-cell-min: 24000 [110, 1211, 160, 1222]
story3-col2 [786, 472, 930, 700]
rates-row [20, 1223, 220, 1234]
story2-leader [476, 494, 498, 570]
rates-row [20, 1291, 220, 1302]
story4-col4 [522, 798, 630, 1000]
masthead [0, 0, 945, 88]
lead-photo-badge [180, 218, 250, 288]
story3-col1-more: ಈ ಸಮಯದಲ್ಲಿ ಊರಿನಲ್ಲಿ ವಿದ್ಯುತ್ ದೀಪಾಲಂಕಾರ ಮಾಡಲಾಗಿತ್ತು. ಗ್ರಾಮದಲ್ಲಿ ಜಾತ್ರೆಯ ನಿಮಿತ್ತ ಸಾಂಸ್ಕೃತಿಕ ಕಾರ್ಯಕ್ರಮಗಳು, ನಾಟಕ ಪ್ರದರ್ಶನ ಹಾಗೂ ಕುಸ್ತಿ ಸ್ಪರ್ಧೆಗಳು ನಡೆದವು. ದೇವಸ್ಥಾನ ಸಮಿತಿಯ ಪದಾಧಿಕಾರಿಗಳು ಉಪಸ್ಥಿತರಿದ್ದರು. [640, 497, 780, 531]
logo-text: ಹೊಸದಿಗಂತ [724, 36, 798, 57]
ad-brand-logo [649, 105, 703, 139]
notice-public-right-title: ಸಾರ್ವಜನಿಕ ತಿಳುವಳಿಕೆ [850, 1016, 894, 1023]
rates-cell-min: 4250 [110, 1314, 160, 1325]
ad-headline: ಬೇಸಿಗೆಗೆ ಪರಿಪೂರ್ಣ ತಂಪು ಮತ್ತು ಆರೋಗ್ಯಕರ ಪಾನೀಯ [680, 154, 892, 189]
rates-cell-name: ಹೆಸರು [20, 1348, 110, 1359]
notice-1-text: ಚಿತ್ರದುರ್ಗ ಜಿಲ್ಲೆಯ ಜಿಲ್ಲಾ ನೀರು ಪರೀಕ್ಷಾ ಪ್ರಯೋಗಾಲಯ ಹಾಗೂ ತಾಲ್ಲೂಕು ಮಟ್ಟದ ಪ್ರಯೋಗಾಲಯಗಳಿಗೆ ಹೊರಗುತ್ತಿಗೆ ಆಧಾರದ ಮೇಲೆ Senior Chemist for District Lab-01, Chemist for Taluk Labs-02, Sample Cell Incharge-01, Junior Analysist-01, Sample Collector-06, House Keeping for Labs-04, Senior Micro Biologist-01 and Junior Micro Biologist-01 ಸಿಬ್ಬಂದಿಯನ್ನು ಒದಗಿಸಲು ಟೆಂಡರ್ ಆಹ್ವಾನಿಸಲಾಗಿದೆ. ಹೆಚ್ಚಿನ ವಿವರಗಳಿಗಾಗಿ www.kppp.karnataka.gov.in ನಲ್ಲಿ ವೀಕ್ಷಿಸಬಹುದು. [231, 1166, 347, 1241]
story3-temple [760, 712, 820, 772]
reg-yellow-3 [834, 1454, 841, 1461]
story6-text: ಪಟ್ಟಣದಲ್ಲಿ ನಡೆದ ವಿವಿಧ ಸಂಘಟನೆಗಳ ನೇತೃತ್ವದಲ್ಲಿ ಕರೆ ನೀಡಲಾಗಿದ್ದ ಬೈಲಹೊಂಗಲ ಬಂದ್ ಸಂಪೂರ್ಣ ಯಶಸ್ವಿಯಾಯಿತು. ವ್ಯಾಪಾರಸ್ಥರು ಸ್ವಯಂಪ್ರೇರಿತರಾಗಿ ಅಂಗಡಿ ಮುಂಗಟ್ಟುಗಳನ್ನು ಬಂದ್ ಮಾಡಿ ಬೆಂಬಲ ಸೂಚಿಸಿದರು. ಪ್ರತಿಭಟನಾಕಾರರು ತಹಶೀಲ್ದಾರ್ ಕಚೇರಿಗೆ ತೆರಳಿ ಮನವಿ ಸಲ್ಲಿಸಿದರು. ಪೊಲೀಸ್ ಬಿಗಿ ಬಂದೋಬಸ್ತ್ ಕಲ್ಪಿಸಲಾಗಿತ್ತು. [296, 1012, 446, 1054]
story5-more: ನಗರದ ಹೊರವಲಯದ ಕೈಗಾರಿಕಾ ಪ್ರದೇಶದಲ್ಲಿರುವ ಮಳಿಗೆಯೊಂದರಲ್ಲಿ ಆಕಸ್ಮಿಕವಾಗಿ ಬೆಂಕಿ ಕಾಣಿಸಿಕೊಂಡು ಲಕ್ಷಾಂತರ ರೂ. ಮೌಲ್ಯದ ವಸ್ತುಗಳು ಸುಟ್ಟು ಭಸ್ಮವಾಗಿವೆ. ಸ್ಥಳಕ್ಕೆ ಆಗಮಿಸಿದ ಅಗ್ನಿಶಾಮಕ ದಳದ ಸಿಬ್ಬಂದಿ ಬೆಂಕಿ ನಂದಿಸುವಲ್ಲಿ ಯಶಸ್ವಿಯಾದರು. ಈ ಕುರಿತು ಪ್ರಕರಣ ದಾಖಲಾಗಿದೆ. [716, 924, 930, 949]
rates-cell-max: 15000 [160, 1280, 220, 1291]
rates-cell-name: ಸಜ್ಜೆ [20, 1405, 110, 1416]
ad-tollfree: Toll free number : 1800 425 8030 | Email : customercare.nandini@kmf.coop [681, 417, 893, 423]
story2-headline: ಕುಮ್ಮನಸಿರಸಗಿಯಲ್ಲಿ ಪಥಸಂಚಲನ [258, 404, 569, 435]
masthead-left [18, 38, 168, 86]
tender-sign: ಸಹಿ/- ಕಾರ್ಯನಿರ್ವಾಹಕ ಇಂಜಿನಿಯರ್, ಗ್ರಾ.ಕು.ನೀ ಮತ್ತು ನೈ. ವಿಭಾಗ, ಚಿತ್ರದುರ್ಗ. [559, 1413, 677, 1426]
lead-kicker: ನನೆಗುದಿಗೆ ಬಿದ್ದಿರುವ ಹೊನ್ನಾಳ-ತಿನ್ನೂರ್ ಬ್ರಿಡ್ಜ್ ಕಾಮಗಾರಿ [28, 96, 307, 114]
brief2-photo [24, 924, 120, 1024]
reg-black-3 [845, 1454, 852, 1461]
day-label: ಮಂಗಳವಾರ [18, 38, 59, 49]
lead-col2: ಅಪ್ಪಟ್ಟಿಸ್ತಿ ಪ್ರವಾಹದ ಜೊತೆಗೆ ಸೇತುವೆ ಯೋಜನೆ ವಿಳಂಬವಾಗಿದೆ. ಯೋಜನೆ ವೆಚ್ಚ ಮತ್ತು ಕಾಲಮಿತಿಯಲ್ಲಿ ಅನುದಾನ ವಿಲೇವಾರಿ ಸಮರ್ಪಕವಾಗಿ ಆಗದ ಕಾರಣ ಈ ಸಮಸ್ಯೆ ಉಂಟಾಗಿದೆ ಎಂದು ಸದಸ್ಯ ಡಾ. ಅಜಯ್ ಸಿಂಗ್ ಸದನದ ಗಮನ ಸೆಳೆದರು. [254, 300, 360, 342]
rates-cell-min: 1010 [110, 1188, 160, 1199]
nandini-ad [640, 92, 930, 432]
story4-photo [308, 798, 518, 886]
rates-cell-name: ಸಾಸಿವೆ [20, 1359, 110, 1370]
rates-cell-name: ಸೂರ್ಯಕಾಂತಿ [20, 1439, 110, 1450]
rates-cell-min: 12630 [110, 1348, 160, 1359]
rates-cell-max: 8624 [160, 1234, 220, 1245]
story2-col1-text: ರಾಷ್ಟ್ರೀಯ ಸ್ವಯಂಸೇವಕ ಸಂಘದ ಶತಾಬ್ದಿ ವರ್ಷದ ಅಂಗವಾಗಿ ಜಿಲ್ಲೆಯ ಕುಮ್ಮನಸಿರಸಗಿ ಗ್ರಾಮದಲ್ಲಿ ಗಣವೇಷಧಾರಿ ಸ್ವಯಂಸೇವಕರ ಪಥಸಂಚಲನ ನಡೆಯಿತು. ಗ್ರಾಮದ ಪ್ರಮುಖ ಬೀದಿಗಳಲ್ಲಿ ಸಾಗಿದ ಪಥಸಂಚಲನಕ್ಕೆ ಗ್ರಾಮಸ್ಥರು ಪುಷ್ಪವೃಷ್ಟಿ ಮಾಡಿ ಸ್ವಾಗತ ಕೋರಿದರು. [196, 444, 296, 494]
rates-cell-max: 6111 [160, 1268, 220, 1279]
lead-sub-badge-text: ವರ್ಷಾಂತ್ಯದೊಳಗೆ ಕಾಮಗಾರಿ ಪೂರ್ಣ [376, 236, 452, 256]
brief2-body [24, 862, 182, 922]
ad-product2-label: ಮಜ್ಜಿಗೆ [757, 340, 806, 370]
notice-public-right [814, 1012, 930, 1442]
